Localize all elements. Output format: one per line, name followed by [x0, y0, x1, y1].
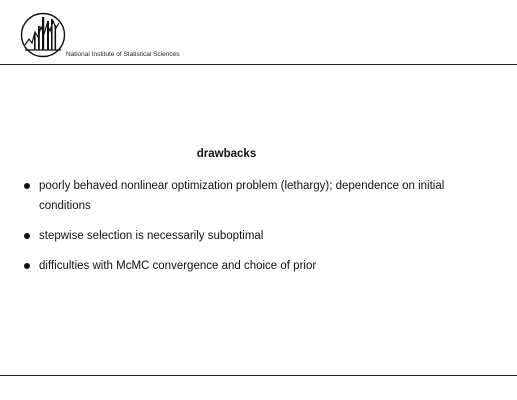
org-name: National Institute of Statistical Sciences — [66, 51, 180, 58]
slide-title: drawbacks — [196, 148, 257, 160]
bullet-dot-icon — [24, 233, 30, 239]
bullet-text: difficulties with McMC convergence and choice of prior — [39, 260, 317, 272]
bullet-item — [24, 176, 494, 216]
footer-divider — [0, 375, 517, 376]
bullet-item — [24, 256, 494, 276]
bullet-dot-icon — [24, 263, 30, 269]
bullet-dot-icon — [24, 183, 30, 189]
bullet-list — [24, 176, 494, 286]
bullet-text: stepwise selection is necessarily suboptimal — [39, 230, 264, 242]
bullet-text: poorly behaved nonlinear optimization problem (lethargy); dependence on initial conditions — [39, 180, 445, 212]
header-divider — [0, 64, 517, 65]
bullet-item — [24, 226, 494, 246]
niss-logo-icon — [20, 12, 66, 58]
